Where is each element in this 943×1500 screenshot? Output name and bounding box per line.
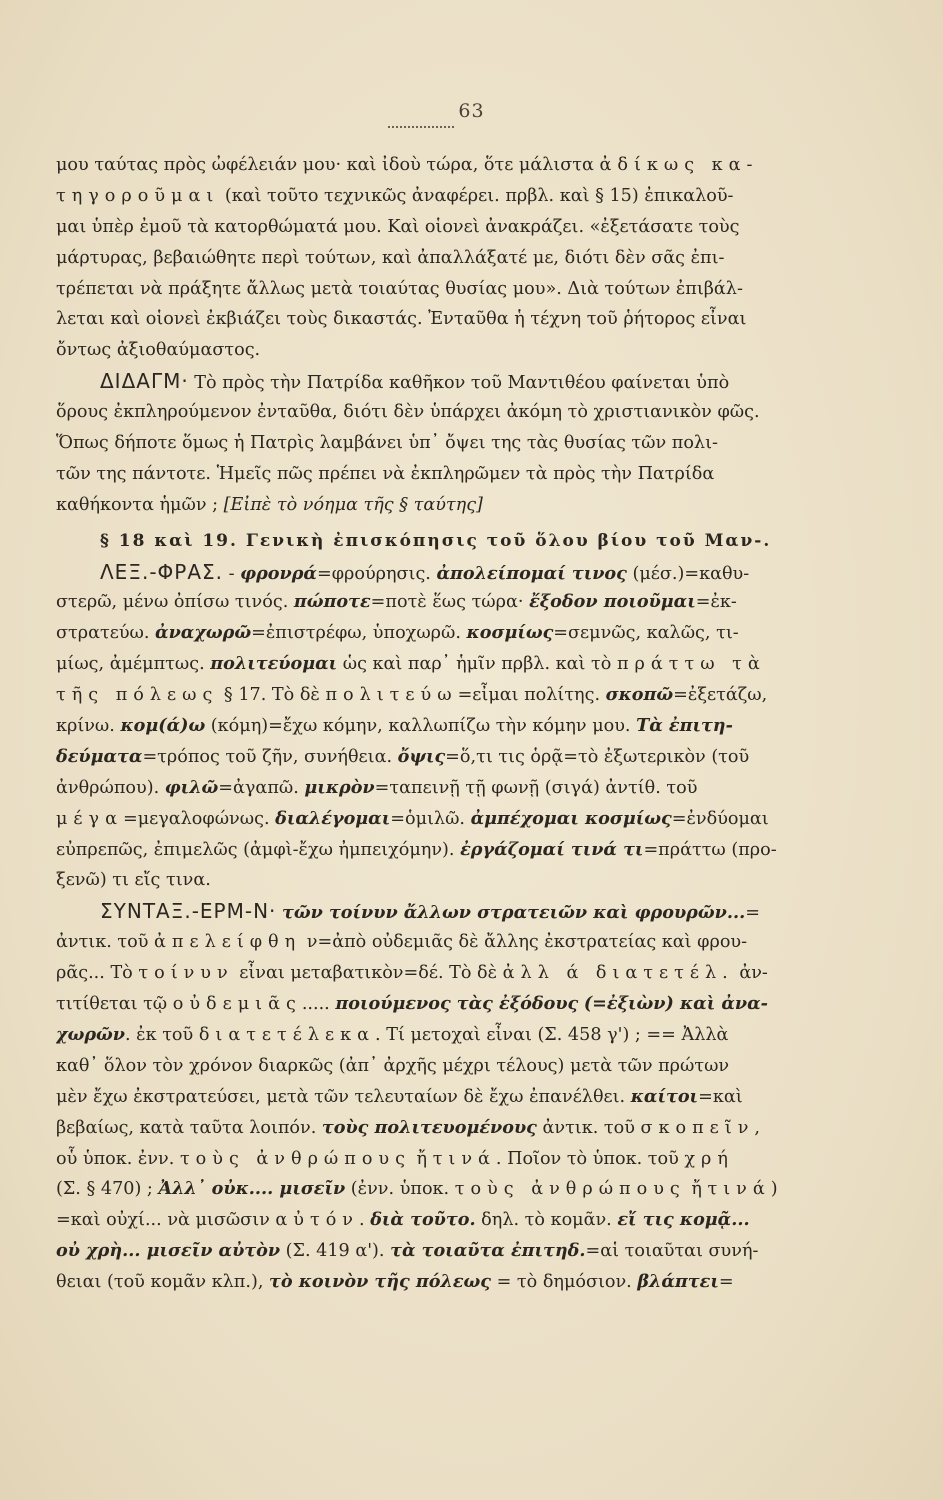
bold-italic-term: μικρὸν: [304, 776, 375, 798]
text-line: [56, 1051, 856, 1082]
text-line: [56, 742, 856, 773]
bold-italic-term: βλάπτει: [637, 1271, 719, 1293]
text-run: μὲν ἔχω ἐκστρατεύσει, μετὰ τῶν τελευταίων δὲ ἔχω ἐπανέλθει.: [56, 1086, 631, 1107]
spaced-text: χρή: [684, 1148, 734, 1169]
text-line: [56, 1020, 856, 1051]
bold-italic-term: Τὰ ἐπιτη-: [636, 715, 733, 737]
text-run: Τὸ πρὸς τὴν Πατρίδα καθῆκον τοῦ Μαντιθέου φαίνεται ὑπὸ: [188, 373, 730, 394]
text-run: . Τί μετοχαὶ εἶναι (Σ. 458 γ') ; == Ἀλλὰ: [375, 1024, 729, 1045]
text-run: στρατεύω.: [56, 623, 156, 644]
text-line: [56, 428, 856, 459]
bold-italic-term: ἐργάζομαί τινά τι: [460, 838, 644, 860]
text-line: [56, 490, 856, 521]
text-run: δηλ. τὸ κομᾶν.: [475, 1210, 618, 1231]
text-run: εὐπρεπῶς, ἐπιμελῶς (ἀμφὶ-ἔχω ἠμπειχόμην).: [56, 839, 461, 860]
text-line: [56, 865, 856, 896]
text-line: [56, 304, 856, 335]
text-run: (Σ. § 470) ;: [56, 1179, 159, 1200]
text-run: -: [223, 563, 241, 584]
spaced-text: τοίνυν: [138, 963, 234, 984]
text-line: [56, 1267, 856, 1298]
text-run: (κόμη)=ἔχω κόμην, καλλωπίζω τὴν κόμην μου.: [205, 716, 637, 737]
text-run: (ἐνν. ὑποκ.: [345, 1179, 455, 1200]
text-line: [56, 274, 856, 305]
text-line: [56, 587, 856, 618]
text-line: [56, 1144, 856, 1175]
text-run: ἀν-: [733, 963, 768, 984]
text-line: [56, 1082, 856, 1113]
spaced-text: σκοπεῖν: [640, 1117, 755, 1138]
text-run: καθ᾿ ὅλον τὸν χρόνον διαρκῶς (ἀπ᾿ ἀρχῆς μέχρι τέλους) μετὰ τῶν πρώτων: [56, 1055, 730, 1076]
text-run: =ὅ,τι τις ὁρᾷ=τὸ ἐξωτερικὸν (τοῦ: [445, 746, 750, 767]
bold-italic-term: καίτοι: [630, 1085, 699, 1107]
spaced-text: αὐτόν: [275, 1210, 359, 1231]
text-run: κρίνω.: [56, 716, 121, 737]
bold-italic-term: ἀμπέχομαι κοσμίως: [470, 807, 672, 829]
bold-italic-term: ὄψις: [397, 745, 446, 767]
page-number: 63: [458, 100, 485, 122]
bold-italic-term: (=ἐξιὼν) καὶ ἀνα-: [583, 993, 768, 1015]
text-run: βεβαίως, κατὰ ταῦτα λοιπόν.: [56, 1117, 322, 1138]
text-line: [56, 459, 856, 490]
text-run: =ὁμιλῶ.: [390, 808, 471, 829]
text-run: (μέσ.)=καθυ-: [626, 563, 750, 584]
bold-italic-term: σκοπῶ: [605, 684, 674, 706]
text-run: =καὶ: [698, 1086, 743, 1107]
text-run: =ἐκ-: [695, 592, 737, 613]
text-run: =ἐξετάζω,: [673, 685, 768, 706]
text-line: [56, 557, 856, 588]
text-run: =ἐνδύομαι: [671, 808, 769, 829]
text-line: [56, 397, 856, 428]
text-run: ν=ἀπὸ οὐδεμιᾶς δὲ ἄλλης ἐκστρατείας καὶ φρου-: [301, 932, 748, 953]
text-line: [56, 649, 856, 680]
bold-italic-term: κομ(ά)ω: [120, 715, 206, 737]
spaced-text: μέγα: [56, 808, 123, 829]
body-text: [56, 150, 856, 1298]
text-line: [56, 212, 856, 243]
bold-italic-term: τὸ κοινὸν τῆς πόλεως: [269, 1271, 491, 1293]
text-run: ὄντως ἀξιοθαύμαστος.: [56, 340, 261, 361]
text-run: Ὅπως δήποτε ὅμως ἡ Πατρὶς λαμβάνει ὑπ᾿ ὄψει της τὰς θυσίας τῶν πολι-: [56, 433, 718, 454]
spaced-text: τοὺς ἀνθρώπους: [454, 1179, 686, 1200]
text-line: [56, 1174, 856, 1205]
section-title: § 18 καὶ 19. Γενικὴ ἐπισκόπησις τοῦ ὅλου βίου τοῦ Μαν-.: [100, 530, 772, 551]
bold-italic-term: ἀναχωρῶ: [155, 622, 252, 644]
text-run: =εἶμαι πολίτης.: [457, 685, 606, 706]
page-number-rule: [388, 126, 454, 128]
spaced-text: ἀδίκως κα-: [599, 155, 759, 175]
text-run: (καὶ τοῦτο τεχνικῶς ἀναφέρει. πρβλ. καὶ § 15) ἐπικαλοῦ-: [219, 185, 734, 206]
section-heading: ΔΙΔΑΓΜ·: [100, 369, 189, 394]
bold-italic-term: φιλῶ: [164, 776, 219, 798]
bold-italic-term: διαλέγομαι: [275, 807, 391, 829]
text-run: μαι ὑπὲρ ἐμοῦ τὰ κατορθώματά μου. Καὶ οἱονεὶ ἀνακράζει. «ἐξετάσατε τοὺς: [56, 216, 740, 237]
section-heading: ΛΕΞ.-ΦΡΑΣ.: [100, 559, 224, 584]
text-run: ἀντικ. τοῦ: [536, 1117, 641, 1138]
bold-italic-term: ἔξοδον ποιοῦμαι: [529, 591, 696, 613]
spaced-text: πολιτεύω: [325, 685, 458, 706]
bold-italic-term: διὰ τοῦτο.: [370, 1209, 476, 1231]
text-run: θειαι (τοῦ κομᾶν κλπ.),: [56, 1272, 269, 1293]
text-run: λεται καὶ οἱονεὶ ἐκβιάζει τοὺς δικαστάς. Ἐνταῦθα ἡ τέχνη τοῦ ῥήτορος εἶναι: [56, 309, 747, 330]
bold-italic-term: τοὺς πολιτευομένους: [321, 1116, 537, 1138]
text-run: § 17. Τὸ δὲ: [218, 685, 326, 706]
bold-italic-term: κοσμίως: [466, 622, 554, 644]
text-run: =ἀγαπῶ.: [218, 777, 305, 798]
text-run: ὡς καὶ παρ᾿ ἡμῖν πρβλ. καὶ τὸ: [337, 654, 617, 675]
spaced-text: ἀπελείφθη: [154, 932, 302, 953]
text-run: = τὸ δημόσιον.: [490, 1272, 638, 1293]
text-run: οὗ ὑποκ. ἐνν.: [56, 1148, 180, 1169]
text-run: μάρτυρας, βεβαιώθητε περὶ τούτων, καὶ ἀπαλλάξατέ με, διότι δὲν σᾶς ἐπι-: [56, 247, 725, 268]
spaced-text: οὐδεμιᾶς: [172, 994, 302, 1015]
bold-italic-term: δεύματα: [56, 745, 143, 767]
spaced-text: τοὺς ἀνθρώπους: [179, 1148, 411, 1169]
text-line: [56, 526, 856, 557]
text-run: . ἐκ τοῦ: [124, 1024, 199, 1045]
text-run: . Ποῖον τὸ ὑποκ. τοῦ: [495, 1148, 685, 1169]
text-run: ,: [754, 1117, 760, 1138]
text-run: =μεγαλοφώνως.: [122, 808, 276, 829]
text-line: [56, 150, 856, 181]
text-line: [56, 958, 856, 989]
text-run: =καὶ οὐχί... νὰ μισῶσιν: [56, 1210, 276, 1231]
text-run: ὅρους ἐκπληρούμενον ἐνταῦθα, διότι δὲν ὑπάρχει ἀκόμη τὸ χριστιανικὸν φῶς.: [56, 402, 760, 423]
text-run: τρέπεται νὰ πράξητε ἄλλως μετὰ τοιαύτας θυσίας μου». Διὰ τούτων ἐπιβάλ-: [56, 278, 743, 299]
text-run: (Σ. 419 α').: [280, 1241, 391, 1262]
text-run: ἀντικ. τοῦ: [56, 932, 155, 953]
text-run: =αἱ τοιαῦται συνή-: [585, 1241, 759, 1262]
text-run: καθήκοντα ἡμῶν ;: [56, 494, 224, 515]
bold-italic-term: ποιούμενος τὰς ἐξόδους: [335, 993, 579, 1015]
spaced-text: τινά: [432, 1148, 496, 1169]
text-line: [56, 989, 856, 1020]
text-run: .....: [301, 994, 336, 1015]
text-run: =ποτὲ ἕως τώρα·: [370, 592, 530, 613]
text-run: ρᾶς... Τὸ: [56, 963, 139, 984]
spaced-text: ἀλλ ά διατετέλ.: [502, 963, 734, 984]
text-run: στερῶ, μένω ὀπίσω τινός.: [56, 592, 294, 613]
text-line: [56, 835, 856, 866]
text-run: =: [745, 903, 760, 924]
text-line: [56, 1113, 856, 1144]
text-line: [56, 680, 856, 711]
text-run: τιτίθεται τῷ: [56, 994, 173, 1015]
text-run: ἀνθρώπου).: [56, 777, 165, 798]
spaced-text: τηγοροῦμαι: [56, 185, 220, 206]
text-run: =σεμνῶς, καλῶς, τι-: [553, 623, 739, 644]
text-run: ἤ: [685, 1179, 708, 1200]
text-run: =φρούρησις.: [316, 563, 437, 584]
text-run: =: [718, 1272, 734, 1293]
text-line: [56, 804, 856, 835]
text-run: .: [359, 1210, 371, 1231]
text-line: [56, 366, 856, 397]
text-run: ἤ: [410, 1148, 433, 1169]
spaced-text: τινά: [707, 1179, 771, 1200]
text-line: [56, 181, 856, 212]
text-run: ξενῶ) τι εἴς τινα.: [56, 870, 211, 891]
text-run: =τρόπος τοῦ ζῆν, συνήθεια.: [142, 746, 398, 767]
bold-italic-term: τῶν τοίνυν ἄλλων στρατειῶν καὶ φρουρῶν...: [282, 902, 746, 924]
text-line: [56, 711, 856, 742]
text-line: [56, 335, 856, 366]
text-run: εἶναι μεταβατικὸν=δέ. Τὸ δὲ: [233, 963, 503, 984]
bold-italic-term: φρονρά: [240, 562, 317, 584]
text-line: [56, 927, 856, 958]
bold-italic-term: πολιτεύομαι: [210, 653, 338, 675]
bold-italic-term: ἀπολείπομαί τινος: [436, 562, 627, 584]
bold-italic-term: τὰ τοιαῦτα ἐπιτηδ.: [390, 1240, 586, 1262]
text-run: μίως, ἀμέμπτως.: [56, 654, 211, 675]
bold-italic-term: Ἀλλ᾿ οὐκ.... μισεῖν: [158, 1178, 346, 1200]
text-line: [56, 1236, 856, 1267]
bold-italic-term: οὐ χρὴ... μισεῖν αὐτὸν: [56, 1240, 281, 1262]
italic-text: [Εἰπὲ τὸ νόημα τῆς § ταύτης]: [223, 494, 483, 515]
spaced-text: τῆς πόλεως: [56, 685, 219, 706]
text-run: ): [770, 1179, 778, 1200]
text-run: =πράττω (προ-: [643, 839, 777, 860]
text-run: =ἐπιστρέφω, ὑποχωρῶ.: [251, 623, 467, 644]
text-line: [56, 896, 856, 927]
text-line: [56, 618, 856, 649]
text-run: μου ταύτας πρὸς ὠφέλειάν μου· καὶ ἰδοὺ τώρα, ὅτε μάλιστα: [56, 155, 600, 175]
text-line: [56, 1205, 856, 1236]
text-line: [56, 773, 856, 804]
spaced-text: πράττω τὰ: [616, 654, 766, 675]
text-run: τῶν της πάντοτε. Ἡμεῖς πῶς πρέπει νὰ ἐκπληρῶμεν τὰ πρὸς τὴν Πατρίδα: [56, 463, 715, 484]
section-heading: ΣΥΝΤΑΞ.-ΕΡΜ-Ν·: [100, 899, 277, 924]
text-run: =ταπεινῇ τῇ φωνῇ (σιγά) ἀντίθ. τοῦ: [374, 777, 698, 798]
spaced-text: διατετέλεκα: [198, 1024, 376, 1045]
bold-italic-term: χωρῶν: [56, 1023, 125, 1045]
bold-italic-term: εἴ τις κομᾷ...: [617, 1209, 750, 1231]
text-line: [56, 243, 856, 274]
bold-italic-term: πώποτε: [293, 591, 371, 613]
